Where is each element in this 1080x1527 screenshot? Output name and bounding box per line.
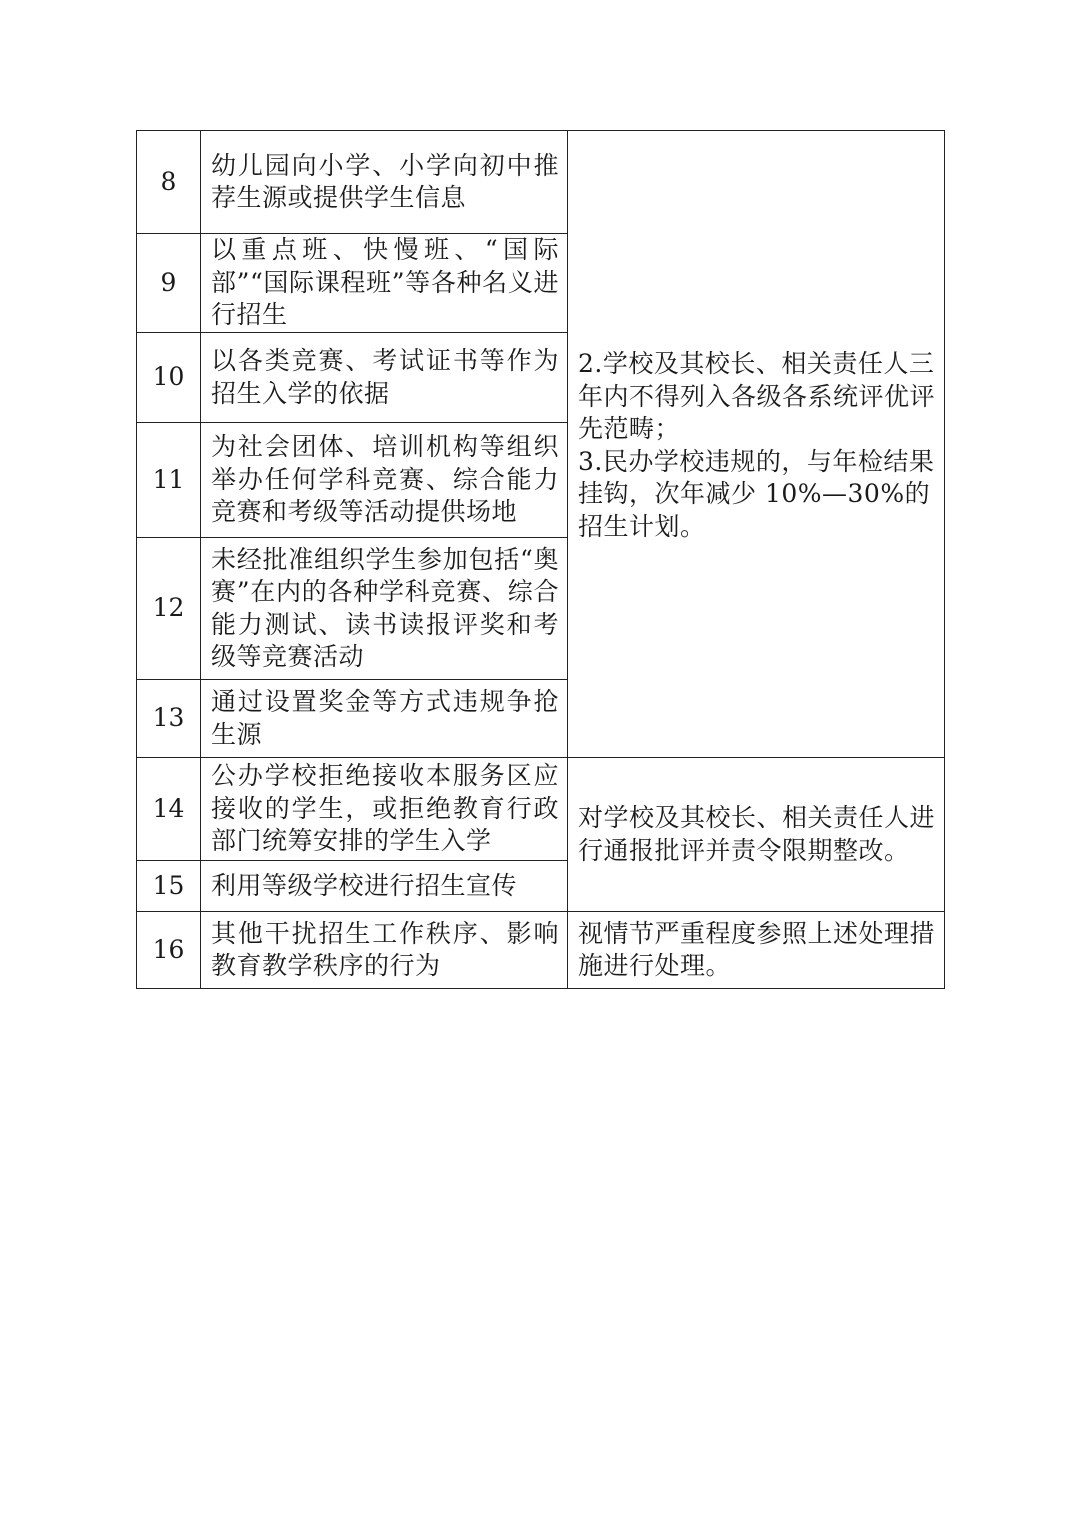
table-row <box>137 131 945 234</box>
violation-description: 利用等级学校进行招生宣传 <box>201 861 568 912</box>
violation-description: 通过设置奖金等方式违规争抢生源 <box>201 680 568 758</box>
violation-description: 幼儿园向小学、小学向初中推荐生源或提供学生信息 <box>201 131 568 234</box>
penalty-measures-cell: 视情节严重程度参照上述处理措施进行处理。 <box>568 912 945 989</box>
violation-description: 公办学校拒绝接收本服务区应接收的学生，或拒绝教育行政部门统筹安排的学生入学 <box>201 758 568 861</box>
violation-description: 其他干扰招生工作秩序、影响教育教学秩序的行为 <box>201 912 568 989</box>
row-number: 11 <box>137 423 201 538</box>
row-number: 14 <box>137 758 201 861</box>
violation-description: 为社会团体、培训机构等组织举办任何学科竞赛、综合能力竞赛和考级等活动提供场地 <box>201 423 568 538</box>
violations-table <box>136 130 945 989</box>
violation-description: 未经批准组织学生参加包括“奥赛”在内的各种学科竞赛、综合能力测试、读书读报评奖和考级等竞赛活动 <box>201 538 568 680</box>
table-row <box>137 758 945 861</box>
penalty-measures-cell: 对学校及其校长、相关责任人进行通报批评并责令限期整改。 <box>568 758 945 912</box>
row-number: 12 <box>137 538 201 680</box>
penalty-measure-item: 3.民办学校违规的，与年检结果挂钩，次年减少 10%—30%的招生计划。 <box>578 446 935 541</box>
penalty-measures-cell <box>568 131 945 758</box>
penalty-measure-item: 2.学校及其校长、相关责任人三年内不得列入各级各系统评优评先范畴； <box>578 349 936 443</box>
row-number: 8 <box>137 131 201 234</box>
row-number: 9 <box>137 234 201 333</box>
row-number: 16 <box>137 912 201 989</box>
row-number: 15 <box>137 861 201 912</box>
table-row <box>137 912 945 989</box>
violation-description: 以重点班、快慢班、“国际部”“国际课程班”等各种名义进行招生 <box>201 234 568 333</box>
row-number: 13 <box>137 680 201 758</box>
violation-description: 以各类竞赛、考试证书等作为招生入学的依据 <box>201 333 568 423</box>
row-number: 10 <box>137 333 201 423</box>
